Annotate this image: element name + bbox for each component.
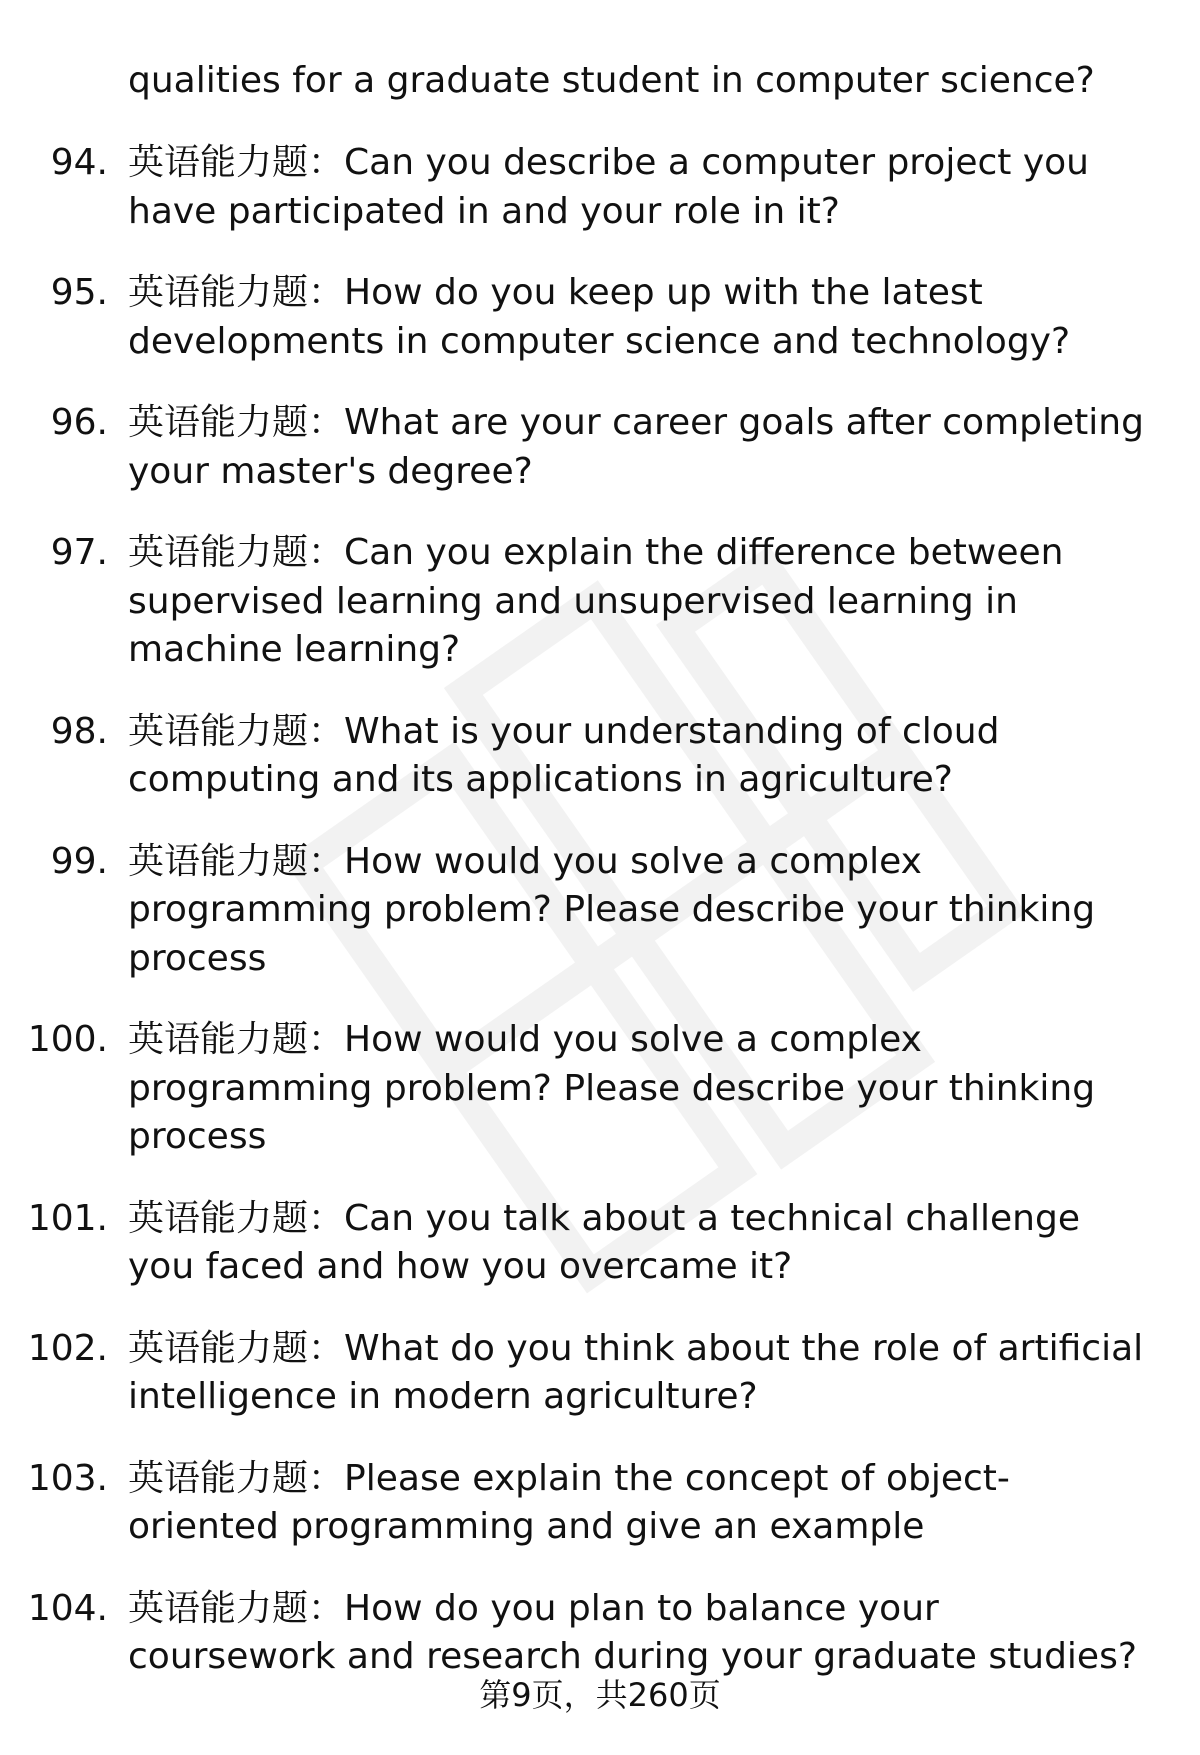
question-separator: ： (308, 402, 345, 443)
question-separator: ： (308, 142, 345, 183)
question-number: 98. (50, 710, 108, 752)
question-item (0, 1016, 1148, 1162)
question-text: Please explain the concept of object-oriented programming and give an example (128, 1457, 1010, 1547)
question-number: 104. (27, 1587, 108, 1629)
question-number: 96. (50, 402, 108, 443)
question-category: 英语能力题 (128, 402, 309, 443)
question-item (0, 838, 1148, 984)
question-separator: ： (308, 1019, 345, 1060)
question-separator: ： (308, 710, 345, 752)
question-item (0, 269, 1148, 366)
question-item (0, 1325, 1148, 1422)
question-category: 英语能力题 (128, 532, 309, 573)
continuation-text: qualities for a graduate student in computer science? (128, 60, 1095, 101)
question-category: 英语能力题 (128, 1019, 309, 1060)
question-text: How would you solve a complex programming problem? Please describe your thinking process (128, 840, 1096, 979)
question-text: What do you think about the role of artificial intelligence in modern agriculture? (128, 1327, 1144, 1417)
question-item (0, 139, 1148, 236)
question-category: 英语能力题 (128, 1327, 309, 1369)
question-separator: ： (308, 1197, 345, 1239)
question-text: What is your understanding of cloud computing and its applications in agriculture? (128, 710, 1000, 800)
question-category: 英语能力题 (128, 1587, 309, 1629)
question-list (0, 139, 1200, 1715)
question-text: Can you explain the difference between supervised learning and unsupervised learning in machine learning? (128, 532, 1064, 670)
question-number: 100. (27, 1019, 108, 1060)
page-number-label: 第9页，共260页 (479, 1676, 721, 1714)
question-item (0, 529, 1148, 675)
question-number: 99. (50, 840, 108, 882)
question-item (0, 399, 1148, 496)
question-category: 英语能力题 (128, 142, 309, 183)
question-category: 英语能力题 (128, 1457, 309, 1499)
question-number: 101. (27, 1197, 108, 1239)
question-item (0, 1455, 1148, 1552)
question-text: How would you solve a complex programming problem? Please describe your thinking process (128, 1019, 1096, 1157)
question-text: What are your career goals after completing your master's degree? (128, 402, 1144, 492)
question-item (0, 1195, 1148, 1292)
question-category: 英语能力题 (128, 710, 309, 752)
question-separator: ： (308, 272, 345, 313)
question-separator: ： (308, 532, 345, 573)
question-separator: ： (308, 1587, 345, 1629)
question-category: 英语能力题 (128, 272, 309, 313)
question-separator: ： (308, 840, 345, 882)
question-number: 102. (27, 1327, 108, 1369)
page-footer (0, 1675, 1200, 1715)
question-text: Can you describe a computer project you have participated in and your role in it? (128, 142, 1089, 232)
question-item (0, 1585, 1148, 1682)
question-text: Can you talk about a technical challenge you faced and how you overcame it? (128, 1197, 1080, 1287)
question-category: 英语能力题 (128, 840, 309, 882)
question-separator: ： (308, 1327, 345, 1369)
question-text: How do you keep up with the latest developments in computer science and technology? (128, 272, 1071, 362)
question-number: 97. (50, 532, 108, 573)
question-item (0, 708, 1148, 805)
question-separator: ： (308, 1457, 345, 1499)
question-text: How do you plan to balance your coursework and research during your graduate studies? (128, 1587, 1137, 1677)
question-number: 103. (27, 1457, 108, 1499)
question-category: 英语能力题 (128, 1197, 309, 1239)
question-number: 94. (50, 142, 108, 183)
question-number: 95. (50, 272, 108, 313)
